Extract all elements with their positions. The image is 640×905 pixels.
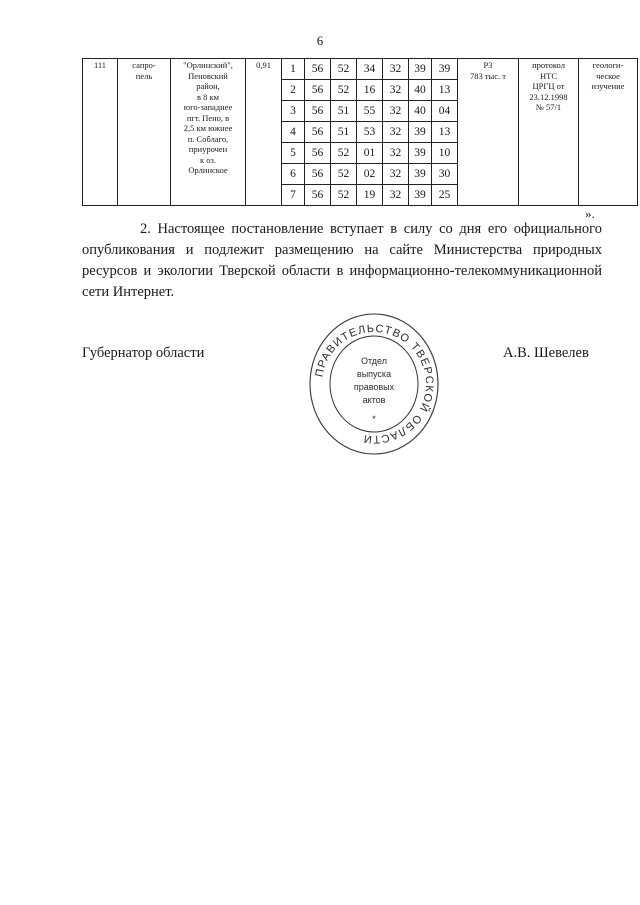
coordinate-cell: 13 bbox=[432, 80, 458, 101]
coordinate-cell: 25 bbox=[432, 185, 458, 206]
table-row bbox=[83, 59, 638, 80]
coordinate-cell: 32 bbox=[383, 80, 409, 101]
coordinate-cell: 40 bbox=[409, 80, 432, 101]
point-number: 4 bbox=[282, 122, 305, 143]
paragraph-2 bbox=[82, 219, 602, 303]
coordinate-cell: 52 bbox=[331, 80, 357, 101]
coordinate-cell: 51 bbox=[331, 122, 357, 143]
page-number: 6 bbox=[316, 33, 324, 48]
deposit-location: "Орлинский", Пеновский район, в 8 км юго-западнее пгт. Пено, в 2,5 км южнее п. Соблаго, приурочен к оз. Орлинское bbox=[171, 59, 246, 206]
coordinate-cell: 56 bbox=[305, 164, 331, 185]
coordinate-cell: 55 bbox=[357, 101, 383, 122]
coordinate-cell: 53 bbox=[357, 122, 383, 143]
coordinate-cell: 52 bbox=[331, 164, 357, 185]
coordinate-cell: 32 bbox=[383, 164, 409, 185]
coordinate-cell: 13 bbox=[432, 122, 458, 143]
coordinate-cell: 56 bbox=[305, 80, 331, 101]
coordinate-cell: 56 bbox=[305, 59, 331, 80]
point-number: 1 bbox=[282, 59, 305, 80]
coordinate-cell: 10 bbox=[432, 143, 458, 164]
area-value: 0,91 bbox=[246, 59, 282, 206]
point-number: 7 bbox=[282, 185, 305, 206]
coordinate-cell: 52 bbox=[331, 185, 357, 206]
coordinate-cell: 39 bbox=[409, 164, 432, 185]
seal-line-3: правовых bbox=[353, 382, 395, 392]
paragraph-2-text: 2. Настоящее постановление вступает в силу со дня его официального опубликования и подлежит размещению на сайте Министерства природных ресурсов и экологии Тверской области в информационно-телекоммуникационной сети Интернет. bbox=[82, 221, 602, 300]
coordinate-cell: 39 bbox=[409, 59, 432, 80]
seal-ring-text: ПРАВИТЕЛЬСТВО ТВЕРСКОЙ ОБЛАСТИ bbox=[313, 322, 436, 446]
coordinate-cell: 52 bbox=[331, 143, 357, 164]
coordinate-cell: 39 bbox=[409, 185, 432, 206]
seal-center-text bbox=[336, 355, 412, 426]
usage-purpose: геологи- ческое изучение bbox=[579, 59, 638, 206]
coordinate-cell: 39 bbox=[432, 59, 458, 80]
seal-line-4: актов bbox=[362, 395, 386, 405]
point-number: 5 bbox=[282, 143, 305, 164]
coordinate-cell: 32 bbox=[383, 122, 409, 143]
coordinate-cell: 39 bbox=[409, 143, 432, 164]
coordinate-cell: 19 bbox=[357, 185, 383, 206]
coordinate-cell: 16 bbox=[357, 80, 383, 101]
point-number: 2 bbox=[282, 80, 305, 101]
point-number: 3 bbox=[282, 101, 305, 122]
coordinate-cell: 51 bbox=[331, 101, 357, 122]
coordinate-cell: 34 bbox=[357, 59, 383, 80]
protocol-ref: протокол НТС ЦРГЦ от 23.12.1998 № 57/1 bbox=[519, 59, 579, 206]
coordinate-cell: 32 bbox=[383, 59, 409, 80]
table-body bbox=[83, 59, 638, 206]
signatory-name: А.В. Шевелев bbox=[503, 345, 589, 361]
reserves-value: Р3 783 тыс. т bbox=[458, 59, 519, 206]
seal-line-2: выпуска bbox=[356, 369, 392, 379]
seal-star: * bbox=[372, 414, 376, 424]
coordinate-cell: 32 bbox=[383, 101, 409, 122]
coordinate-cell: 32 bbox=[383, 185, 409, 206]
coordinate-cell: 56 bbox=[305, 122, 331, 143]
coordinate-cell: 52 bbox=[331, 59, 357, 80]
point-number: 6 bbox=[282, 164, 305, 185]
deposit-table bbox=[82, 58, 638, 206]
coordinate-cell: 56 bbox=[305, 143, 331, 164]
coordinate-cell: 56 bbox=[305, 101, 331, 122]
mineral-type: сапро- пель bbox=[118, 59, 171, 206]
signatory-position: Губернатор области bbox=[82, 345, 205, 361]
official-seal bbox=[306, 309, 442, 459]
record-number: 111 bbox=[83, 59, 118, 206]
coordinate-cell: 02 bbox=[357, 164, 383, 185]
coordinate-cell: 32 bbox=[383, 143, 409, 164]
coordinate-cell: 39 bbox=[409, 122, 432, 143]
closing-quote: ». bbox=[585, 206, 595, 221]
coordinate-cell: 01 bbox=[357, 143, 383, 164]
coordinate-cell: 40 bbox=[409, 101, 432, 122]
coordinate-cell: 30 bbox=[432, 164, 458, 185]
coordinate-cell: 04 bbox=[432, 101, 458, 122]
seal-line-1: Отдел bbox=[360, 356, 388, 366]
coordinate-cell: 56 bbox=[305, 185, 331, 206]
